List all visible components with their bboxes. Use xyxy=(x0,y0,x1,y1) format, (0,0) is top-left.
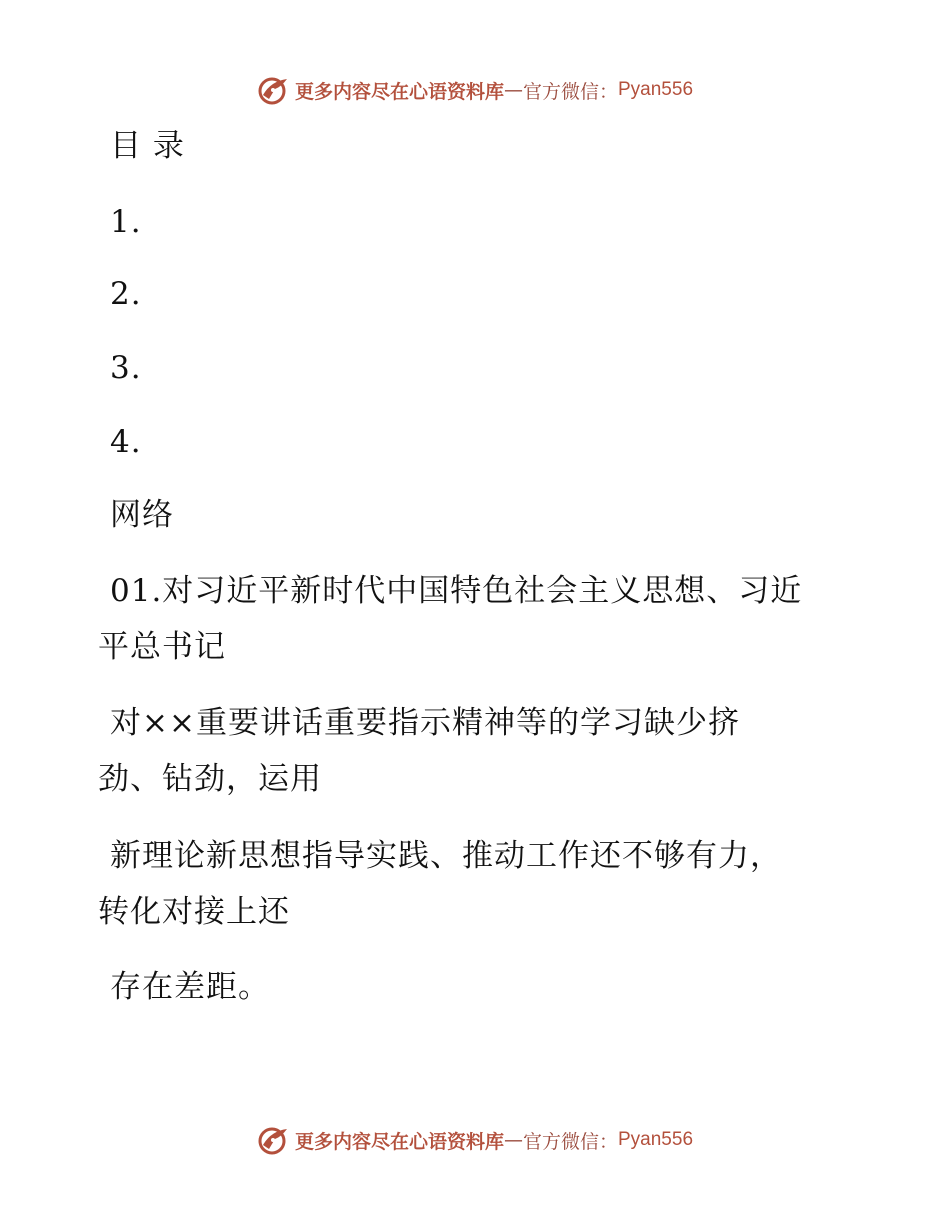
watermark-sub-text: 官方微信： xyxy=(522,80,618,103)
watermark-main-text: 更多内容尽在心语资料库 xyxy=(294,80,504,103)
paragraph-line: 劲、钻劲，运用 xyxy=(98,761,322,797)
paragraph-line: 存在差距。 xyxy=(110,969,270,1005)
section-heading: 网络 xyxy=(110,497,174,533)
paragraph-line: 对××重要讲话重要指示精神等的学习缺少挤 xyxy=(110,705,740,741)
toc-title: 目 录 xyxy=(110,128,185,164)
watermark-sub-text: 官方微信： xyxy=(522,1130,618,1153)
header-watermark xyxy=(0,70,950,110)
footer-watermark xyxy=(0,1120,950,1160)
paragraph-line: 01.对习近平新时代中国特色社会主义思想、习近 xyxy=(110,573,803,609)
watermark-code: Pyan556 xyxy=(618,79,694,100)
paragraph-line: 平总书记 xyxy=(98,629,226,665)
pen-nib-logo-icon xyxy=(257,73,291,107)
watermark-separator: — xyxy=(503,1129,523,1151)
watermark-code: Pyan556 xyxy=(618,1129,694,1150)
toc-item-4: 4. xyxy=(110,424,142,460)
toc-item-3: 3. xyxy=(110,350,142,386)
paragraph-line: 新理论新思想指导实践、推动工作还不够有力， xyxy=(110,838,782,874)
toc-item-2: 2. xyxy=(110,276,142,312)
watermark-main-text: 更多内容尽在心语资料库 xyxy=(294,1130,504,1153)
watermark-separator: — xyxy=(503,79,523,101)
toc-item-1: 1. xyxy=(110,204,142,240)
pen-nib-logo-icon xyxy=(257,1123,291,1157)
paragraph-line: 转化对接上还 xyxy=(98,894,290,930)
